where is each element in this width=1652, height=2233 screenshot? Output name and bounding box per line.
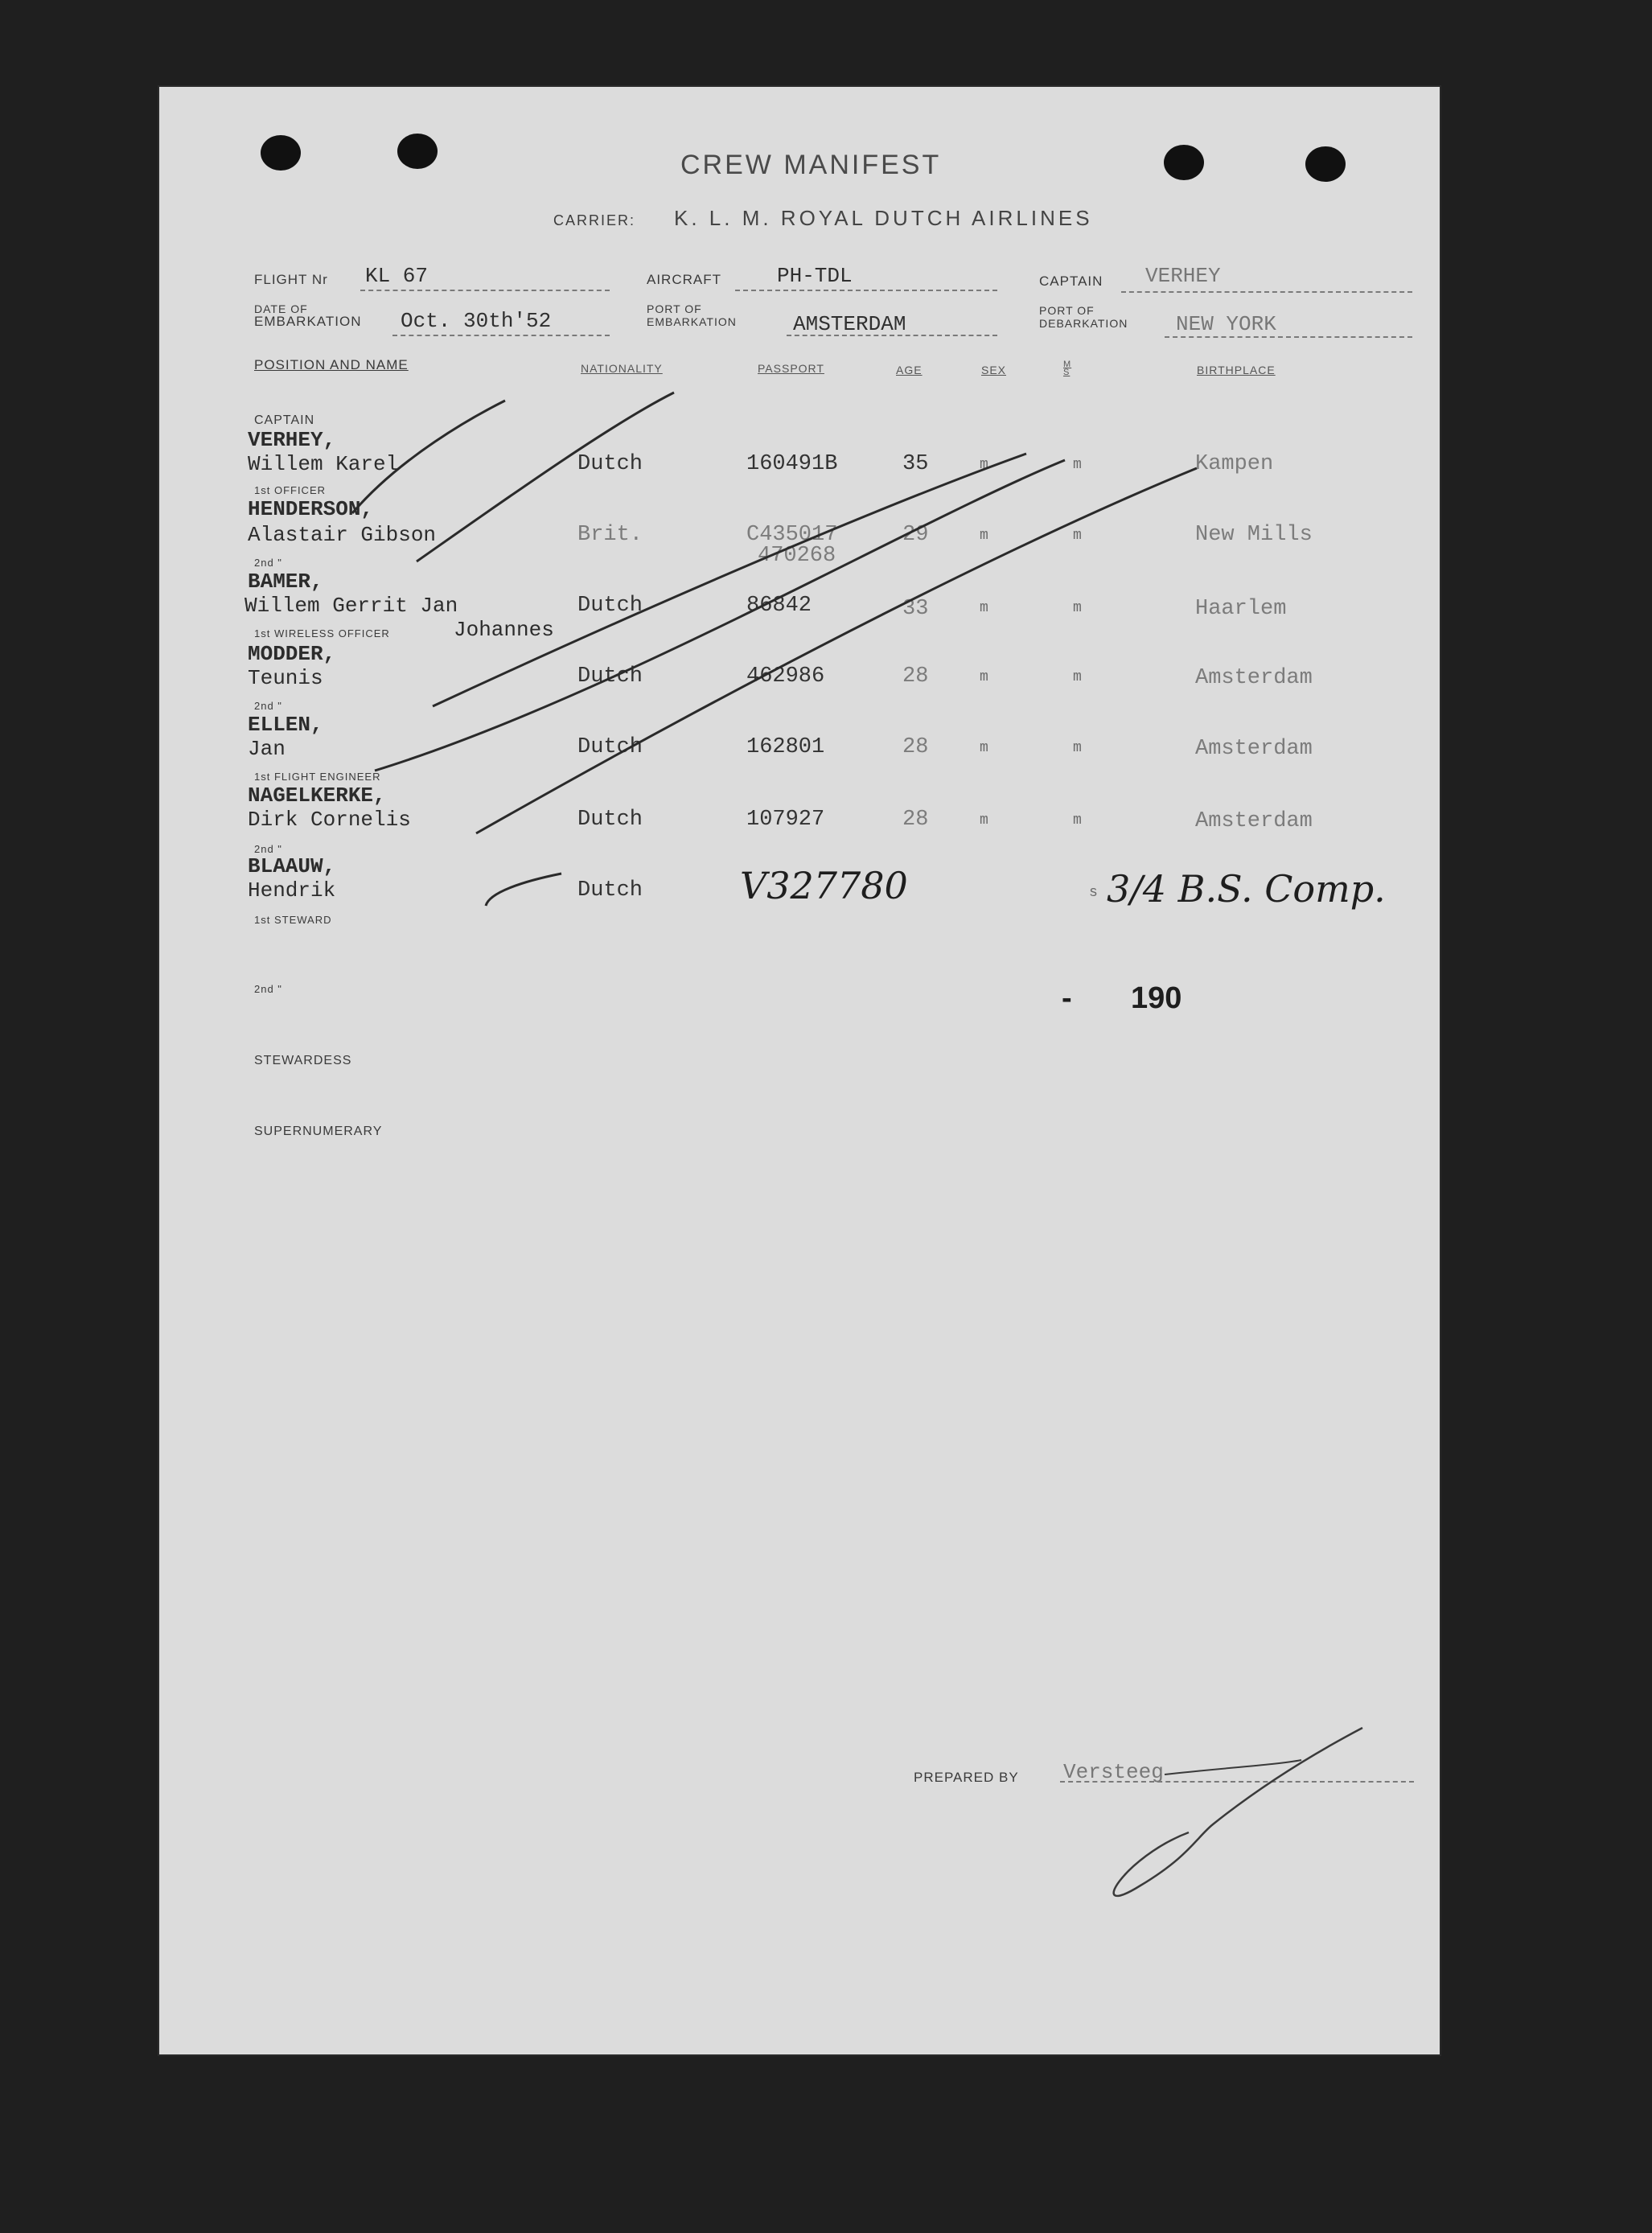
column-header-marital: M S: [1063, 360, 1072, 377]
crew-5-surname: NAGELKERKE,: [248, 783, 386, 808]
strike-line-5: [476, 468, 1197, 833]
strike-line-2: [417, 393, 674, 561]
date-label-line-2: EMBARKATION: [254, 314, 362, 329]
crew-0-sex: m: [980, 457, 988, 473]
crew-1-birthplace: New Mills: [1195, 523, 1313, 547]
crew-4-nationality: Dutch: [577, 735, 643, 759]
crew-1-position: 1st OFFICER: [254, 484, 327, 496]
crew-4-sex: m: [980, 740, 988, 756]
crew-2-age: 33: [902, 597, 929, 621]
column-header-sex: SEX: [981, 364, 1007, 376]
crew-6-given-names: Hendrik: [248, 878, 336, 903]
crew-6-nationality: Dutch: [577, 878, 643, 903]
crew-3-age: 28: [902, 664, 929, 689]
flight-number-value: KL 67: [365, 264, 429, 288]
crew-6-birthplace: 3/4 B.S. Comp.: [1107, 867, 1386, 911]
carrier-label: CARRIER:: [553, 212, 636, 228]
port-debarkation-label-line-2: DEBARKATION: [1039, 317, 1128, 330]
column-header-position-name: POSITION AND NAME: [254, 357, 409, 372]
crew-1-age: 29: [902, 523, 929, 547]
crew-2-nationality: Dutch: [577, 594, 643, 618]
prepared-by-value: Versteeg: [1063, 1760, 1164, 1784]
page-number: 190: [1131, 981, 1182, 1015]
aircraft-value: PH-TDL: [777, 264, 853, 288]
page-number-dash: -: [1062, 981, 1072, 1015]
column-header-passport: PASSPORT: [758, 362, 824, 375]
crew-6-surname: BLAAUW,: [248, 854, 336, 878]
crew-4-marital: m: [1073, 740, 1082, 756]
crew-3-marital: m: [1073, 669, 1082, 685]
page-title: CREW MANIFEST: [680, 150, 942, 180]
column-header-age: AGE: [896, 364, 923, 376]
crew-4-age: 28: [902, 735, 929, 759]
prepared-by-label: PREPARED BY: [914, 1770, 1019, 1785]
crew-4-surname: ELLEN,: [248, 713, 323, 737]
captain-value: VERHEY: [1145, 264, 1221, 288]
crew-0-marital: m: [1073, 457, 1082, 473]
crew-3-birthplace: Amsterdam: [1195, 666, 1313, 690]
crew-6-passport: V327780: [740, 864, 908, 907]
crew-3-surname: MODDER,: [248, 642, 336, 666]
signature-stroke: [1114, 1728, 1362, 1896]
crew-1-surname: HENDERSON,: [248, 497, 374, 521]
crew-2-sex: m: [980, 600, 988, 616]
crew-0-passport: 160491B: [746, 452, 838, 476]
crew-2-given-names: Willem Gerrit Jan: [245, 594, 458, 618]
port-embarkation-value: AMSTERDAM: [793, 312, 906, 336]
port-embarkation-label-line-2: EMBARKATION: [647, 315, 737, 328]
steward-1-position: 1st STEWARD: [254, 914, 332, 926]
flight-number-label: FLIGHT Nr: [254, 272, 328, 287]
crew-1-passport-extra: 470268: [758, 544, 836, 568]
strike-line-1: [352, 401, 505, 513]
crew-2-position: 2nd ": [254, 557, 282, 569]
captain-label: CAPTAIN: [1039, 273, 1103, 289]
crew-2-passport: 86842: [746, 594, 812, 618]
signature-flourish: [1165, 1760, 1301, 1774]
steward-2-position: 2nd ": [254, 983, 282, 995]
crew-1-sex: m: [980, 528, 988, 544]
crew-3-passport: 462986: [746, 664, 825, 689]
crew-3-position-extra: Johannes: [454, 618, 554, 642]
supernumerary-position: SUPERNUMERARY: [254, 1125, 383, 1138]
port-debarkation-label-line-1: PORT OF: [1039, 304, 1095, 317]
port-debarkation-value: NEW YORK: [1176, 312, 1276, 336]
crew-6-marital: s: [1089, 885, 1098, 901]
crew-2-surname: BAMER,: [248, 570, 323, 594]
crew-0-nationality: Dutch: [577, 452, 643, 476]
crew-0-surname: VERHEY,: [248, 428, 336, 452]
crew-3-position: 1st WIRELESS OFFICER: [254, 627, 390, 639]
crew-5-given-names: Dirk Cornelis: [248, 808, 411, 832]
crew-4-passport: 162801: [746, 735, 825, 759]
crew-5-marital: m: [1073, 812, 1082, 829]
crew-0-birthplace: Kampen: [1195, 452, 1274, 476]
crew-2-marital: m: [1073, 600, 1082, 616]
crew-0-position: CAPTAIN: [254, 413, 315, 427]
column-header-birthplace: BIRTHPLACE: [1197, 364, 1276, 376]
stewardess-position: STEWARDESS: [254, 1054, 352, 1067]
crew-1-nationality: Brit.: [577, 523, 643, 547]
crew-5-age: 28: [902, 808, 929, 832]
aircraft-label: AIRCRAFT: [647, 272, 721, 287]
strike-line-3: [433, 454, 1026, 706]
crew-5-passport: 107927: [746, 808, 825, 832]
pen-strokes: [159, 87, 1440, 2054]
date-label-line-1: DATE OF: [254, 302, 308, 315]
crew-1-marital: m: [1073, 528, 1082, 544]
carrier-value: K. L. M. ROYAL DUTCH AIRLINES: [674, 206, 1093, 230]
manifest-sheet: [159, 87, 1440, 2054]
crew-0-given-names: Willem Karel: [248, 452, 399, 476]
crew-6-position: 2nd ": [254, 843, 282, 855]
strike-line-6: [486, 874, 561, 906]
crew-1-given-names: Alastair Gibson: [248, 523, 437, 547]
crew-4-birthplace: Amsterdam: [1195, 737, 1313, 761]
crew-3-nationality: Dutch: [577, 664, 643, 689]
crew-4-position: 2nd ": [254, 700, 282, 712]
crew-4-given-names: Jan: [248, 737, 286, 761]
column-header-nationality: NATIONALITY: [581, 362, 663, 375]
crew-2-birthplace: Haarlem: [1195, 597, 1287, 621]
crew-1-passport: C435017: [746, 523, 838, 547]
crew-5-birthplace: Amsterdam: [1195, 809, 1313, 833]
crew-0-age: 35: [902, 452, 929, 476]
crew-5-nationality: Dutch: [577, 808, 643, 832]
crew-3-sex: m: [980, 669, 988, 685]
crew-3-given-names: Teunis: [248, 666, 323, 690]
strike-line-4: [375, 460, 1065, 771]
embarkation-date-value: Oct. 30th'52: [401, 309, 552, 333]
crew-5-position: 1st FLIGHT ENGINEER: [254, 771, 381, 783]
crew-5-sex: m: [980, 812, 988, 829]
port-embarkation-label-line-1: PORT OF: [647, 302, 702, 315]
